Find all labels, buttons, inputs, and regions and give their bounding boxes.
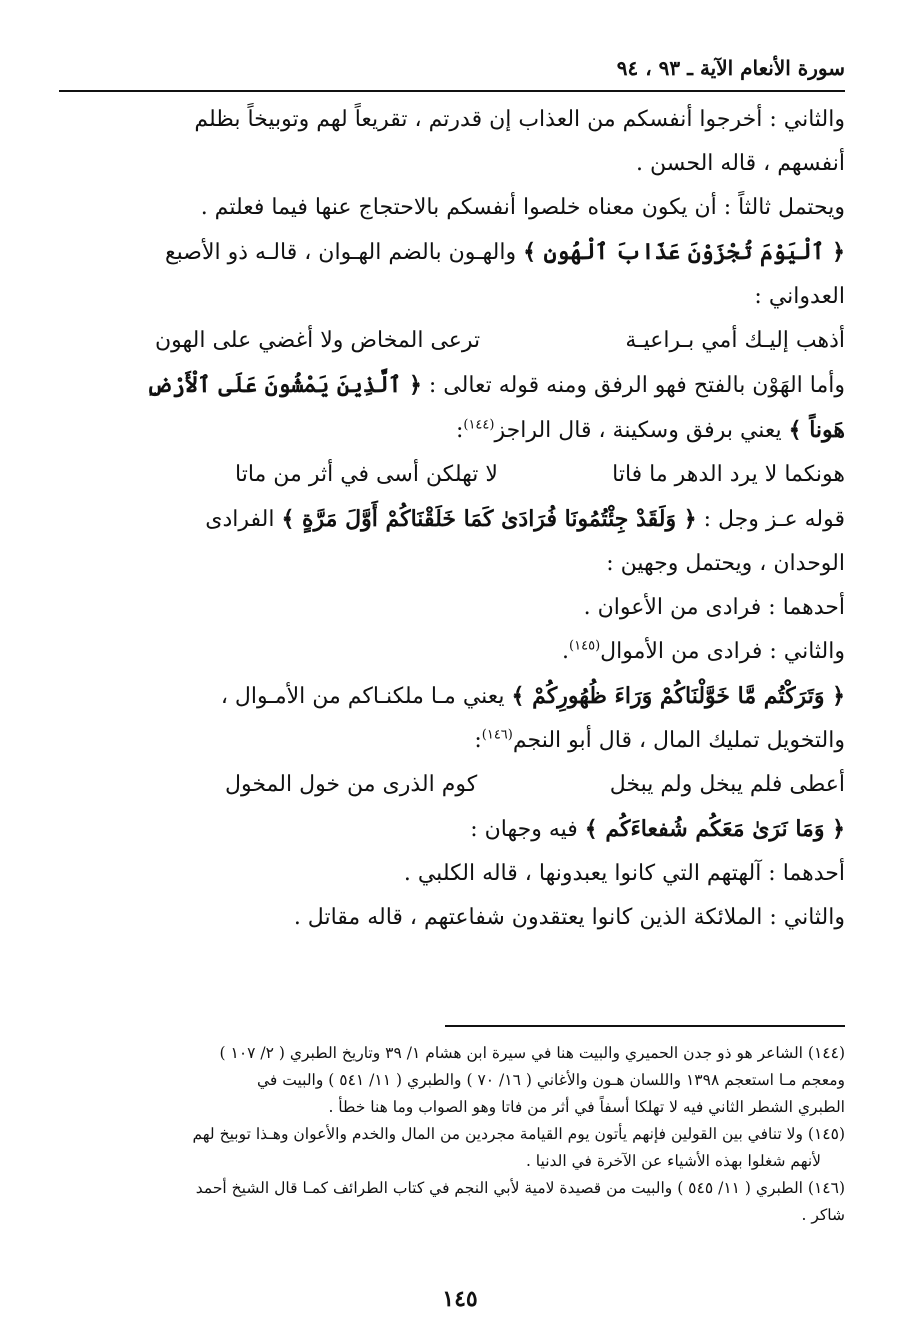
footnote-line: (١٤٦) الطبري ( ١١/ ٥٤٥ ) والبيت من قصيدة لامية لأبي النجم في كتاب الطرائف كمـا قال الشيخ أحمد [195, 1179, 845, 1197]
text-line: وأما الهَوْن بالفتح فهو الرفق ومنه قوله تعالى : ﴿ ٱلَّذِينَ يَمْشُونَ عَلَى ٱلْأَرْضِ [146, 372, 845, 398]
main-text [95, 98, 845, 940]
poetry-verse [225, 763, 845, 807]
quran-quote: ﴿ ٱلَّذِينَ يَمْشُونَ عَلَى ٱلْأَرْضِ [146, 372, 422, 398]
footnote-line: (١٤٤) الشاعر هو ذو جدن الحميري والبيت هنا في سيرة ابن هشام ١/ ٣٩ وتاريخ الطبري ( ٢/ ١٠٧ ) [219, 1044, 845, 1062]
page-number: ١٤٥ [442, 1286, 478, 1312]
text-line: والثاني : فرادى من الأموال$^{(١٤٥)}$. [562, 638, 845, 664]
page-header [59, 50, 845, 92]
verse-hemistich: أذهب إليـك أمي بـراعيـة [625, 328, 845, 353]
footnote-line: الطبري الشطر الثاني فيه لا تهلكا أسفاً في أثر من فاتا وهو الصواب وما هنا خطأ . [328, 1098, 845, 1116]
verse-hemistich: ترعى المخاض ولا أغضي على الهون [155, 328, 481, 353]
text-line: العدواني : [754, 284, 845, 309]
text-line: أنفسهم ، قاله الحسن . [636, 151, 845, 176]
text-line: ﴿ ٱلْيَوْمَ تُجْزَوْنَ عَذَابَ ٱلْهُونِ ﴾ والهـون بالضم الهـوان ، قالـه ذو الأصبع [164, 239, 845, 265]
text-line: ويحتمل ثالثاً : أن يكون معناه خلصوا أنفسكم بالاحتجاج عنها فيما فعلتم . [200, 195, 845, 220]
text-line: قوله عـز وجل : ﴿ وَلَقَدْ جِئْتُمُونَا فُرَادَىٰ كَمَا خَلَقْنَاكُمْ أَوَّلَ مَرَّةٍ ﴾ الفرادى [205, 506, 845, 532]
quran-quote: ﴿ وَمَا نَرَىٰ مَعَكُم شُفعاءَكُم ﴾ [584, 816, 845, 842]
text-line: أحدهما : آلهتهم التي كانوا يعبدونها ، قاله الكلبي . [403, 861, 845, 886]
text-line: ﴿ وَمَا نَرَىٰ مَعَكُم شُفعاءَكُم ﴾ فيه وجهان : [470, 816, 845, 842]
verse-hemistich: هونكما لا يرد الدهر ما فاتا [612, 462, 845, 487]
text-line: والثاني : أخرجوا أنفسكم من العذاب إن قدرتم ، تقريعاً لهم وتوبيخاً بظلم [194, 107, 845, 132]
quran-quote: ﴿ ٱلْيَوْمَ تُجْزَوْنَ عَذَابَ ٱلْهُونِ ﴾ [523, 239, 845, 265]
footnote-line: لأنهم شغلوا بهذه الأشياء عن الآخرة في الدنيا . [525, 1152, 821, 1170]
running-head: سورة الأنعام الآية ـ ٩٣ ، ٩٤ [616, 56, 845, 80]
footnote-line: ومعجم مـا استعجم ١٣٩٨ واللسان هـون والأغاني ( ١٦/ ٧٠ ) والطبري ( ١١/ ٥٤١ ) والبيت في [257, 1071, 845, 1089]
text-line: والثاني : الملائكة الذين كانوا يعتقدون شفاعتهم ، قاله مقاتل . [293, 905, 845, 930]
footnote-divider [445, 1025, 845, 1027]
text-line: ﴿ وَتَرَكْتُم مَّا خَوَّلْنَاكُمْ وَرَاءَ ظُهُورِكُمْ ﴾ يعني مـا ملكنـاكم من الأمـوال ، [220, 683, 845, 709]
footnotes [75, 1040, 845, 1229]
text-line: الوحدان ، ويحتمل وجهين : [606, 551, 845, 576]
text-line: والتخويل تمليك المال ، قال أبو النجم$^{(١٤٦)}$: [474, 727, 845, 753]
footnote-ref[interactable]: (١٤٥) [569, 638, 601, 654]
footnote-ref[interactable]: (١٤٤) [463, 417, 495, 433]
footnote-line: (١٤٥) ولا تنافي بين القولين فإنهم يأتون يوم القيامة مجردين من المال والخدم والأعوان وهـذا توبيخ لهم [192, 1125, 845, 1143]
footnote-line: شاكر . [801, 1206, 845, 1224]
verse-hemistich: لا تهلكن أسى في أثر من ماتا [235, 462, 498, 487]
quran-quote: ﴿ وَتَرَكْتُم مَّا خَوَّلْنَاكُمْ وَرَاءَ ظُهُورِكُمْ ﴾ [511, 683, 845, 709]
poetry-verse [155, 319, 845, 363]
poetry-verse [235, 453, 845, 497]
text-line: أحدهما : فرادى من الأعوان . [583, 595, 845, 620]
footnote-ref[interactable]: (١٤٦) [481, 727, 513, 743]
quran-quote: هَوناً ﴾ [788, 417, 845, 443]
verse-hemistich: أعطى فلم يبخل ولم يبخل [609, 772, 845, 797]
text-line: هَوناً ﴾ يعني برفق وسكينة ، قال الراجز$^{(١٤٤)}$: [455, 417, 845, 443]
quran-quote: ﴿ وَلَقَدْ جِئْتُمُونَا فُرَادَىٰ كَمَا خَلَقْنَاكُمْ أَوَّلَ مَرَّةٍ ﴾ [281, 506, 697, 532]
verse-hemistich: كوم الذرى من خول المخول [225, 772, 478, 797]
